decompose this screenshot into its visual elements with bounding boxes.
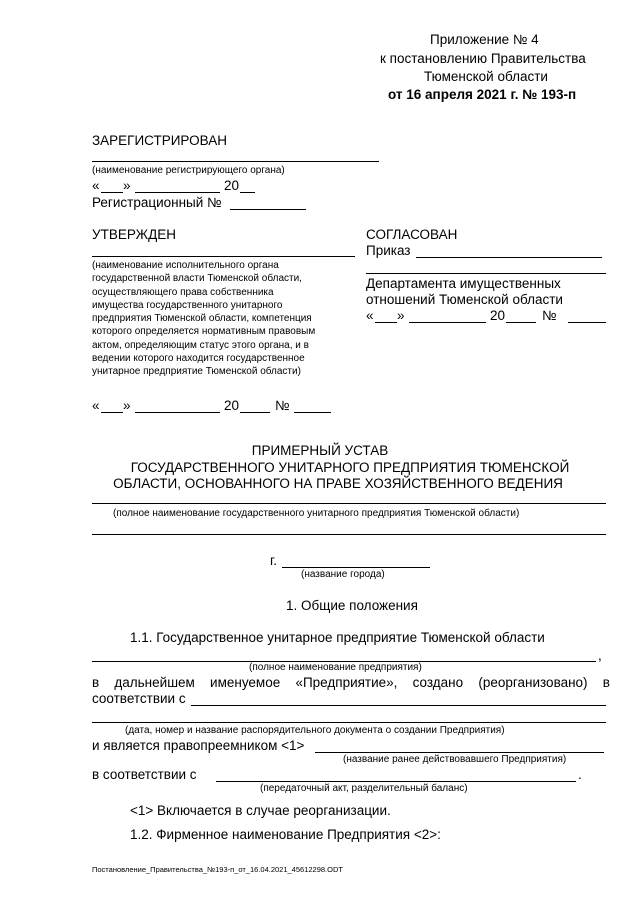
registered-title: ЗАРЕГИСТРИРОВАН [92,133,227,148]
approved-date-year-line [240,412,270,413]
city-prefix: г. [270,553,278,568]
agreed-date-year: 20 [490,308,506,323]
paragraph-1-1: 1.1. Государственное унитарное предприятие Тюменской области [130,630,545,645]
successor-line [315,752,604,753]
successor-label: и является правопреемником <1> [92,738,305,753]
footer-filename: Постановление_Правительства_№193-п_от_16.04.2021_45612298.ODT [92,865,343,874]
agreed-date-day-line [375,322,397,323]
header-resolution: к постановлению Правительства [380,51,586,66]
according-with-label: соответствии с [92,691,186,706]
agreed-date-month-line [409,322,486,323]
registered-date-year: 20 [224,178,240,193]
transfer-caption: (передаточный акт, разделительный баланс) [260,783,468,794]
document-caption: (дата, номер и название распорядительного документа о создании Предприятия) [125,725,505,736]
approved-organ-caption: (наименование исполнительного органа государственной власти Тюменской области, осуществляющего права собственника имущества государственного унитарного предприятия Тюменской области, компетенция которого определяется нормативным правовым актом, определяющим статус этого органа, и в ведении которого находится государственное унитарное предприятие Тюменской области) [92,260,316,378]
transfer-line [216,781,576,782]
enterprise-name-caption: (полное наименование предприятия) [249,662,422,673]
agreed-date-year-line [506,322,536,323]
agreed-date-close-quote: » [397,308,405,323]
named-word: в [92,675,100,690]
agreed-order-line [416,257,602,258]
footnote-1: <1> Включается в случае реорганизации. [130,803,391,818]
agreed-number-sign: № [542,308,557,323]
approved-date-month-line [135,412,220,413]
registration-number-label: Регистрационный № [92,195,222,210]
registered-date-month-line [135,192,220,193]
registered-date-open-quote: « [92,178,100,193]
approved-title: УТВЕРЖДЕН [92,227,177,242]
approved-date-year: 20 [224,398,240,413]
header-date-number: от 16 апреля 2021 г. № 193-п [388,87,577,102]
named-word: создано [412,675,464,690]
city-line [282,567,430,568]
header-region: Тюменской области [424,69,548,84]
approved-date-close-quote: » [123,398,131,413]
city-caption: (название города) [301,569,385,580]
agreed-date-open-quote: « [366,308,374,323]
agreed-department-line1: Департамента имущественных [366,276,561,291]
charter-title-line1: ПРИМЕРНЫЙ УСТАВ [251,443,389,458]
agreed-order-label: Приказ [366,243,411,258]
paragraph-1-2: 1.2. Фирменное наименование Предприятия <2>: [130,827,441,842]
registered-date-day-line [101,192,123,193]
charter-title-line3: ОБЛАСТИ, ОСНОВАННОГО НА ПРАВЕ ХОЗЯЙСТВЕННОГО ВЕДЕНИЯ [113,476,563,491]
header-appendix-number: Приложение № 4 [430,32,539,47]
according-with-2-label: в соответствии с [92,767,197,782]
agreed-department-line2: отношений Тюменской области [366,292,563,307]
registered-date-close-quote: » [123,178,131,193]
agreed-number-line [568,322,606,323]
registration-number-line [230,209,306,210]
charter-title-line2: ГОСУДАРСТВЕННОГО УНИТАРНОГО ПРЕДПРИЯТИЯ ТЮМЕНСКОЙ [130,460,570,475]
document-line-2 [92,722,606,723]
enterprise-fullname-caption: (полное наименование государственного унитарного предприятия Тюменской области) [113,508,520,519]
approved-number-sign: № [275,398,290,413]
approved-date-day-line [101,412,123,413]
named-word: именуемое [210,675,281,690]
section-1-heading: 1. Общие положения [286,598,418,613]
named-word: в [602,675,610,690]
transfer-period: . [578,767,582,782]
named-word: (реорганизовано) [478,675,588,690]
named-word: «Предприятие», [295,675,398,690]
enterprise-name-comma: , [598,648,602,663]
enterprise-fullname-line-2 [92,534,606,535]
approved-date-open-quote: « [92,398,100,413]
named-text [92,675,610,690]
enterprise-fullname-line [92,503,606,504]
successor-caption: (название ранее действовавшего Предприятия) [343,754,567,765]
registered-organ-caption: (наименование регистрирующего органа) [92,165,285,176]
approved-number-line [294,412,331,413]
agreed-title: СОГЛАСОВАН [366,227,458,242]
named-word: дальнейшем [114,675,195,690]
approved-organ-line [92,256,355,257]
agreed-order-line-2 [366,273,606,274]
according-with-line [191,705,606,706]
registered-date-year-line [240,192,255,193]
registered-organ-line [92,161,379,162]
